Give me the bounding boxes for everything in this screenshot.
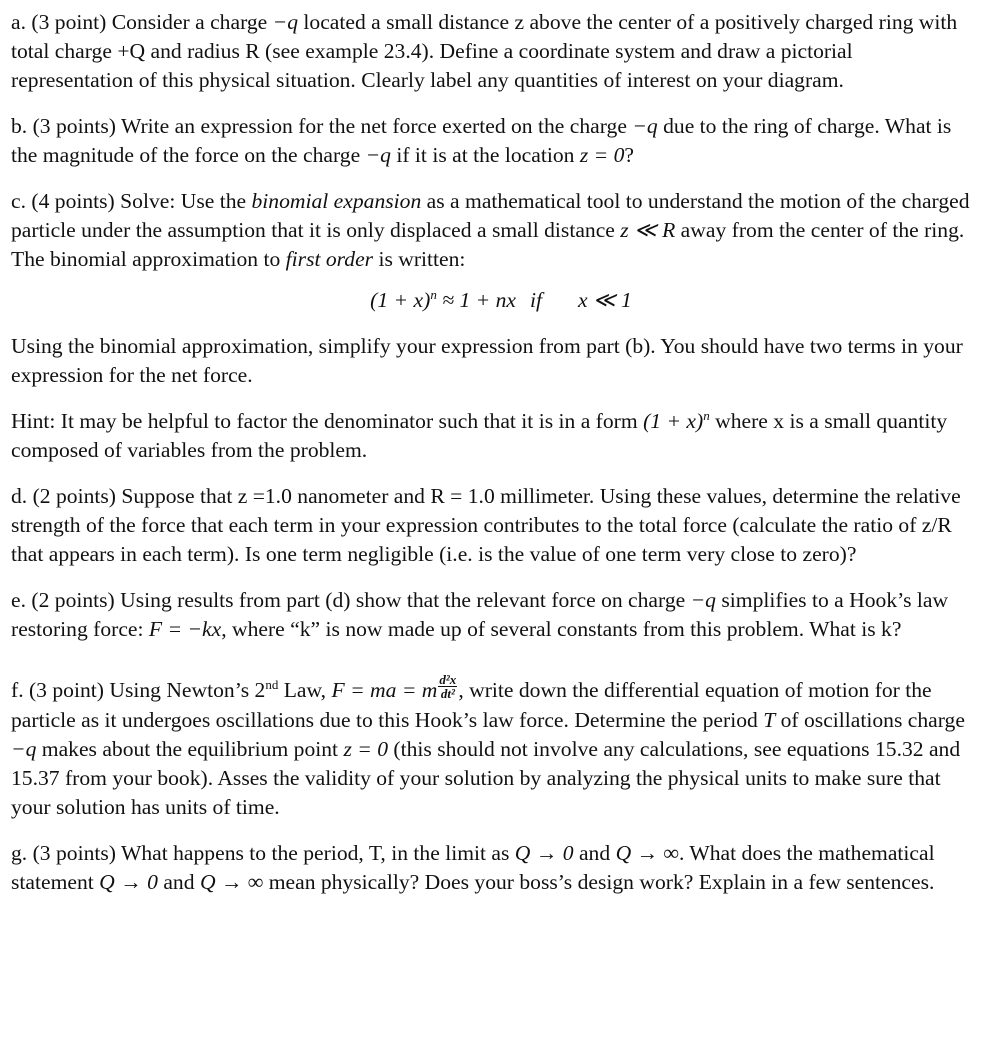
problem-b-text-2: due to the ring of charge. What is the magnitude of the force on the charge	[11, 114, 952, 167]
binomial-if: if	[530, 288, 543, 312]
problem-b-text-1: b. (3 points) Write an expression for the net force exerted on the charge	[11, 114, 633, 138]
problem-c-text-4: is written:	[373, 247, 466, 271]
problem-b-text-3: if it is at the location	[390, 143, 580, 167]
problem-a-text-1: a. (3 point) Consider a charge	[11, 10, 273, 34]
newton-law: F = ma = m	[331, 678, 438, 702]
problem-g-text-3: mean physically? Does your boss’s design work? Explain in a few sentences.	[263, 869, 935, 894]
problem-b-location: z = 0	[579, 143, 625, 167]
problem-c-text-2: as a mathematical tool to understand the motion of the charged particle under the assumption that it is only displaced a small distance	[11, 189, 970, 242]
limit-q-infinity-1: Q → ∞	[615, 840, 679, 865]
problem-e-text-1: e. (2 points) Using results from part (d) show that the relevant force on charge	[11, 588, 691, 612]
binomial-equation	[11, 286, 971, 315]
problem-c-emphasis-binomial: binomial expansion	[251, 189, 422, 213]
hint-text-1: Hint: It may be helpful to factor the denominator such that it is in a form	[11, 409, 644, 433]
problem-d	[11, 482, 971, 569]
problem-f-text-2: Law,	[278, 678, 332, 702]
problem-c	[11, 187, 971, 274]
problem-b	[11, 112, 971, 170]
problem-g-and-2: and	[157, 869, 200, 894]
limit-q-zero-1: Q → 0	[514, 840, 574, 865]
problem-c-text-5: Using the binomial approximation, simplify your expression from part (b). You should have two terms in your expression for the net force.	[11, 334, 963, 387]
binomial-left: (1 + x)	[370, 288, 431, 312]
problem-d-text: d. (2 points) Suppose that z =1.0 nanometer and R = 1.0 millimeter. Using these values, determine the relative strength of the force that each term in your expression contributes to the total force (calculate the ratio of z/R that appears in each term). Is one term negligible (i.e. is the value of one term very close to zero)?	[11, 484, 961, 566]
problem-e-charge: −q	[690, 588, 716, 612]
problem-f	[11, 671, 971, 822]
second-derivative-fraction	[438, 673, 457, 700]
problem-c-condition: z ≪ R	[620, 218, 676, 242]
problem-c-instruction	[11, 332, 971, 390]
problem-g-text-2: . What does the mathematical statement	[11, 840, 935, 894]
problem-b-charge-1: −q	[632, 114, 658, 138]
problem-g-text-1: g. (3 points) What happens to the period, T, in the limit as	[11, 840, 515, 865]
problem-c-hint	[11, 407, 971, 465]
problem-a	[11, 8, 971, 95]
binomial-approx: ≈ 1 + nx	[436, 288, 517, 312]
hint-text-2: where x is a small quantity composed of variables from the problem.	[11, 409, 948, 462]
problem-f-text-1: f. (3 point) Using Newton’s 2	[11, 678, 266, 702]
period-symbol: T	[763, 707, 776, 732]
problem-c-emphasis-first-order: first order	[285, 247, 374, 271]
problem-e	[11, 586, 971, 644]
limit-q-infinity-2: Q → ∞	[199, 869, 264, 894]
fraction-denominator: dt²	[440, 685, 455, 701]
problem-a-charge: −q	[272, 10, 299, 34]
binomial-exponent: n	[430, 286, 437, 302]
problem-b-charge-2: −q	[365, 143, 391, 167]
limit-q-zero-2: Q → 0	[99, 869, 158, 894]
hint-exponent: n	[703, 407, 710, 423]
problem-sheet	[11, 8, 971, 914]
problem-f-text-5: makes about the equilibrium point	[36, 736, 344, 761]
problem-e-text-2: simplifies to a Hook’s law restoring force:	[11, 588, 949, 641]
hint-form: (1 + x)	[643, 409, 704, 433]
binomial-condition: x ≪ 1	[578, 288, 632, 312]
problem-f-text-3: , write down the differential equation of motion for the particle as it undergoes oscillations due to this Hook’s law force. Determine the period	[11, 678, 932, 732]
problem-c-text-1: c. (4 points) Solve: Use the	[11, 189, 252, 213]
fraction-numerator: d²x	[439, 671, 457, 687]
problem-g-and-1: and	[573, 840, 616, 865]
equilibrium-point: z = 0	[343, 736, 389, 761]
problem-c-text-3: away from the center of the ring. The binomial approximation to	[11, 218, 965, 271]
problem-a-text-2: located a small distance z above the center of a positively charged ring with total charge +Q and radius R (see example 23.4). Define a coordinate system and draw a pictorial representation of this physical situation. Clearly label any quantities of interest on your diagram.	[11, 10, 958, 92]
problem-f-superscript: nd	[265, 676, 279, 692]
problem-f-text-6: (this should not involve any calculations, see equations 15.32 and 15.37 from your book). Asses the validity of your solution by analyzing the physical units to make sure that your solution has units of time.	[11, 736, 961, 819]
problem-g	[11, 839, 971, 897]
problem-e-text-3: , where “k” is now made up of several constants from this problem. What is k?	[221, 617, 902, 641]
problem-f-charge: −q	[11, 736, 37, 761]
hookes-law: F = −kx	[148, 617, 222, 641]
problem-f-text-4: of oscillations charge	[775, 707, 965, 732]
problem-b-text-4: ?	[624, 143, 635, 167]
